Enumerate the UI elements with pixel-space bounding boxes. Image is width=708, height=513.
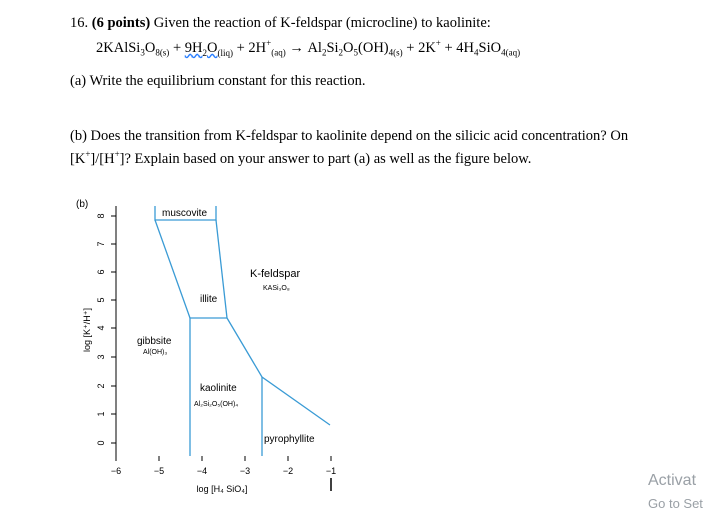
x-tick-label: −6 — [110, 466, 122, 476]
reaction-part: Al — [307, 39, 322, 56]
x-ticks — [116, 456, 331, 461]
part-b-text: ]/[H — [90, 150, 115, 167]
reaction-sub: (liq) — [217, 47, 233, 58]
question-points: (6 points) — [91, 15, 151, 31]
y-tick-label: 3 — [96, 354, 106, 360]
reaction-sub: 4 — [474, 47, 479, 58]
field-kfeldspar: K-feldspar — [250, 268, 301, 280]
y-tick-label: 1 — [96, 411, 106, 417]
x-tick-label: −1 — [325, 466, 337, 476]
y-tick-label: 5 — [96, 297, 106, 303]
x-tick-label: −2 — [282, 466, 294, 476]
field-gibbsite: gibbsite — [137, 336, 172, 347]
reaction-part: (OH) — [358, 39, 389, 56]
part-b-sup: + — [85, 149, 91, 159]
field-kfeldspar-formula: KASi₃O₈ — [263, 285, 290, 292]
reaction-sub: 8(s) — [155, 47, 170, 58]
reaction-part: + 2K — [402, 39, 436, 56]
y-tick-label: 4 — [96, 325, 106, 331]
field-kaolinite: kaolinite — [200, 383, 237, 394]
reaction-sub: 2 — [321, 47, 327, 58]
reaction-part: + — [169, 39, 185, 56]
field-pyrophyllite: pyrophyllite — [264, 434, 315, 445]
x-tick-labels — [111, 466, 336, 476]
activation-watermark: Activat — [648, 472, 697, 489]
reaction-arrow: → — [285, 39, 308, 56]
x-tick-label: −3 — [239, 466, 251, 476]
x-axis-label: log [H₄ SiO₄] — [196, 484, 248, 494]
part-b-text: [K — [70, 150, 86, 167]
reaction-part: O — [206, 39, 218, 56]
part-a: (a) Write the equilibrium constant for this reaction. — [70, 73, 366, 89]
reaction-part: + 4H — [440, 39, 475, 56]
y-tick-label: 8 — [96, 213, 106, 219]
reaction-part: 2KAlSi — [96, 39, 141, 56]
y-tick-labels — [96, 213, 106, 445]
reaction-sup: + — [266, 38, 272, 48]
field-gibbsite-formula: Al(OH)₃ — [143, 349, 168, 356]
field-muscovite: muscovite — [162, 208, 208, 219]
panel-label: (b) — [76, 199, 89, 210]
reaction-sup: + — [435, 38, 441, 48]
reaction-sub: 2 — [202, 47, 207, 58]
field-illite: illite — [200, 294, 218, 305]
reaction-sub: 5 — [353, 47, 359, 58]
x-tick-label: −5 — [153, 466, 165, 476]
part-b-line1: (b) Does the transition from K-feldspar to kaolinite depend on the silicic acid concentration? On — [70, 128, 629, 144]
reaction-sub: 4(s) — [388, 47, 403, 58]
reaction-part: SiO — [478, 39, 502, 56]
part-b-sup: + — [114, 149, 120, 159]
activation-settings-link[interactable]: Go to Set — [648, 496, 703, 511]
y-tick-label: 2 — [96, 383, 106, 389]
field-kaolinite-formula: Al₂Si₂O₅(OH)₄ — [194, 401, 239, 408]
question-prompt: Given the reaction of K-feldspar (microcline) to kaolinite: — [153, 15, 491, 31]
reaction-sub: (aq) — [271, 47, 286, 58]
reaction-part: O — [144, 39, 156, 56]
y-ticks — [111, 216, 116, 443]
y-tick-label: 7 — [96, 241, 106, 247]
phase-boundaries — [155, 206, 330, 456]
y-axis-label: log [K⁺/H⁺] — [82, 307, 92, 353]
y-tick-label: 6 — [96, 269, 106, 275]
reaction-sub: 4(aq) — [501, 47, 521, 58]
reaction-part: Si — [326, 39, 339, 56]
reaction-sub: 2 — [338, 47, 344, 58]
reaction-part: 9H — [184, 39, 203, 56]
reaction-part: + 2H — [232, 39, 267, 56]
reaction-part: O — [343, 39, 354, 56]
part-b-text: ]? Explain based on your answer to part (a) as well as the figure below. — [119, 150, 532, 167]
y-tick-label: 0 — [96, 440, 106, 446]
x-tick-label: −4 — [196, 466, 208, 476]
reaction-sub: 3 — [140, 47, 145, 58]
question-number: 16. — [70, 15, 89, 31]
